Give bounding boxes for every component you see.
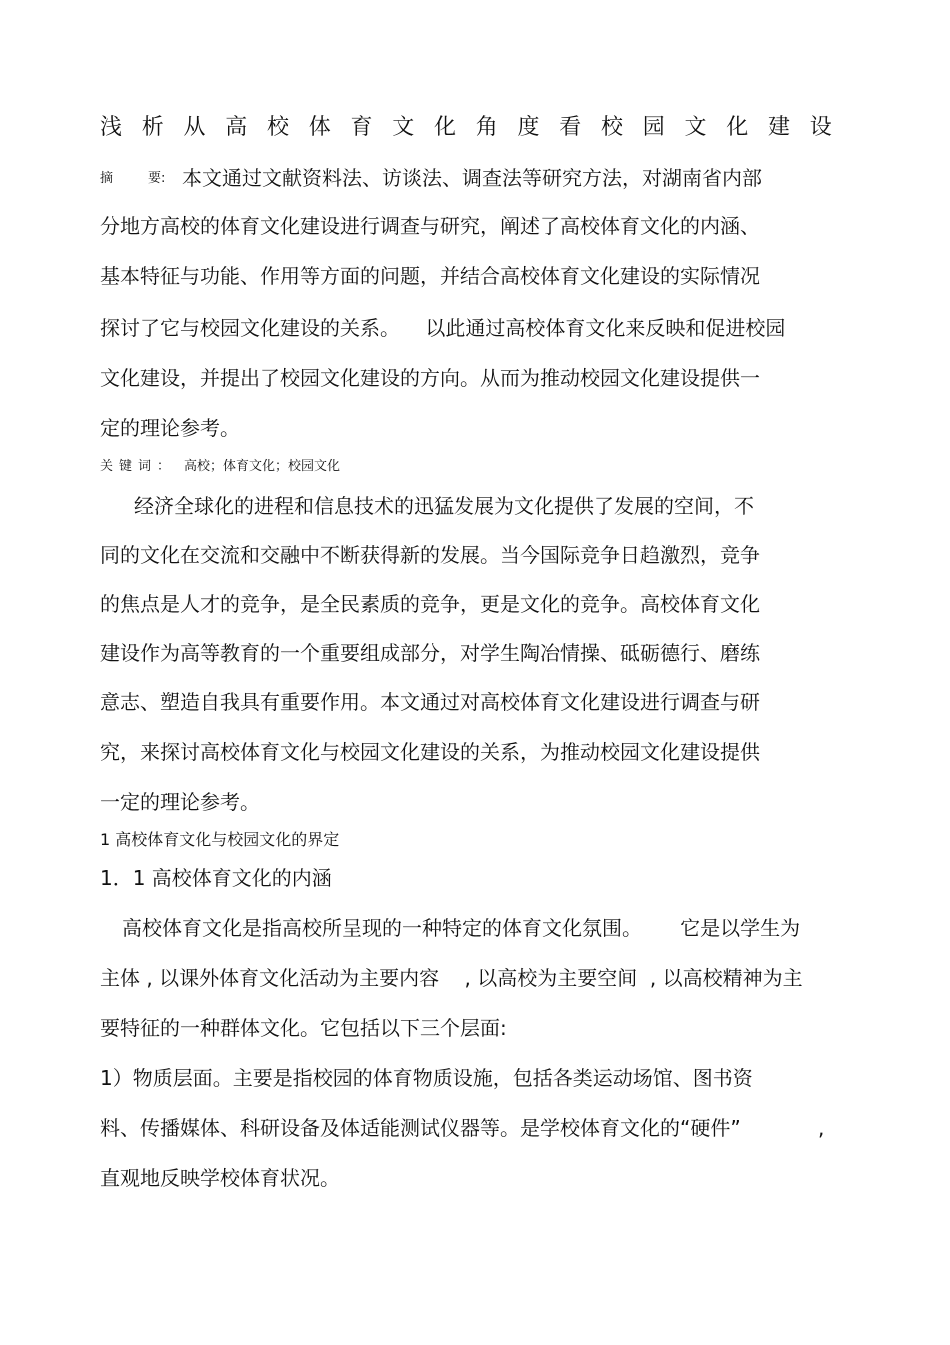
keywords-value: 高校；体育文化；校园文化 xyxy=(184,459,341,474)
intro-line-1: 经济全球化的进程和信息技术的迅猛发展为文化提供了发展的空间，不 xyxy=(134,494,754,518)
intro-line-6: 究，来探讨高校体育文化与校园文化建设的关系，为推动校园文化建设提供 xyxy=(100,740,760,764)
title-char: 体 xyxy=(308,115,331,140)
title-char: 化 xyxy=(726,115,749,140)
item1-trailing-comma: , xyxy=(818,1116,825,1140)
title-char: 化 xyxy=(434,115,457,140)
body-line-2: 主体 , 以课外体育文化活动为主要内容 , 以高校为主要空间 , 以高校精神为主 xyxy=(100,966,803,990)
title-char: 设 xyxy=(809,115,832,140)
title-char: 建 xyxy=(768,115,791,140)
title-char: 角 xyxy=(475,115,498,140)
abstract-line-6: 定的理论参考。 xyxy=(100,416,240,440)
title-char: 度 xyxy=(517,115,540,140)
title-char: 校 xyxy=(267,115,290,140)
item1-line-1: 1）物质层面。主要是指校园的体育物质设施，包括各类运动场馆、图书资 xyxy=(100,1066,753,1090)
abstract-line-3: 基本特征与功能、作用等方面的问题，并结合高校体育文化建设的实际情况 xyxy=(100,264,760,288)
title-char: 看 xyxy=(559,115,582,140)
subsection-heading: 1．1 高校体育文化的内涵 xyxy=(100,866,332,890)
title-char: 浅 xyxy=(100,115,123,140)
abstract-label-a: 摘 xyxy=(100,171,114,186)
item1-line-3: 直观地反映学校体育状况。 xyxy=(100,1166,340,1190)
abstract-label-b: 要: xyxy=(148,171,166,186)
title-char: 文 xyxy=(392,115,415,140)
title-char: 从 xyxy=(183,115,206,140)
section-heading: 1 高校体育文化与校园文化的界定 xyxy=(100,830,340,849)
intro-line-4: 建设作为高等教育的一个重要组成部分，对学生陶冶情操、砥砺德行、磨练 xyxy=(100,641,760,665)
intro-line-3: 的焦点是人才的竞争，是全民素质的竞争，更是文化的竞争。高校体育文化 xyxy=(100,592,760,616)
document-title xyxy=(100,114,832,142)
title-char: 高 xyxy=(225,115,248,140)
body-line-1: 高校体育文化是指高校所呈现的一种特定的体育文化氛围。 它是以学生为 xyxy=(122,916,801,940)
intro-line-7: 一定的理论参考。 xyxy=(100,790,260,814)
title-char: 析 xyxy=(141,115,164,140)
item1-line-2: 料、传播媒体、科研设备及体适能测试仪器等。是学校体育文化的“硬件” xyxy=(100,1116,741,1140)
abstract-line-5: 文化建设，并提出了校园文化建设的方向。从而为推动校园文化建设提供一 xyxy=(100,366,760,390)
title-char: 育 xyxy=(350,115,373,140)
intro-line-2: 同的文化在交流和交融中不断获得新的发展。当今国际竞争日趋激烈，竞争 xyxy=(100,543,760,567)
title-char: 校 xyxy=(601,115,624,140)
abstract-line-4: 探讨了它与校园文化建设的关系。 以此通过高校体育文化来反映和促进校园 xyxy=(100,316,786,340)
title-char: 文 xyxy=(684,115,707,140)
abstract-line-2: 分地方高校的体育文化建设进行调查与研究，阐述了高校体育文化的内涵、 xyxy=(100,214,760,238)
keywords-label: 关键词： xyxy=(100,459,177,474)
body-line-3: 要特征的一种群体文化。它包括以下三个层面: xyxy=(100,1016,507,1040)
abstract-line-1: 本文通过文献资料法、访谈法、调查法等研究方法，对湖南省内部 xyxy=(182,166,762,190)
title-char: 园 xyxy=(642,115,665,140)
intro-line-5: 意志、塑造自我具有重要作用。本文通过对高校体育文化建设进行调查与研 xyxy=(100,690,760,714)
